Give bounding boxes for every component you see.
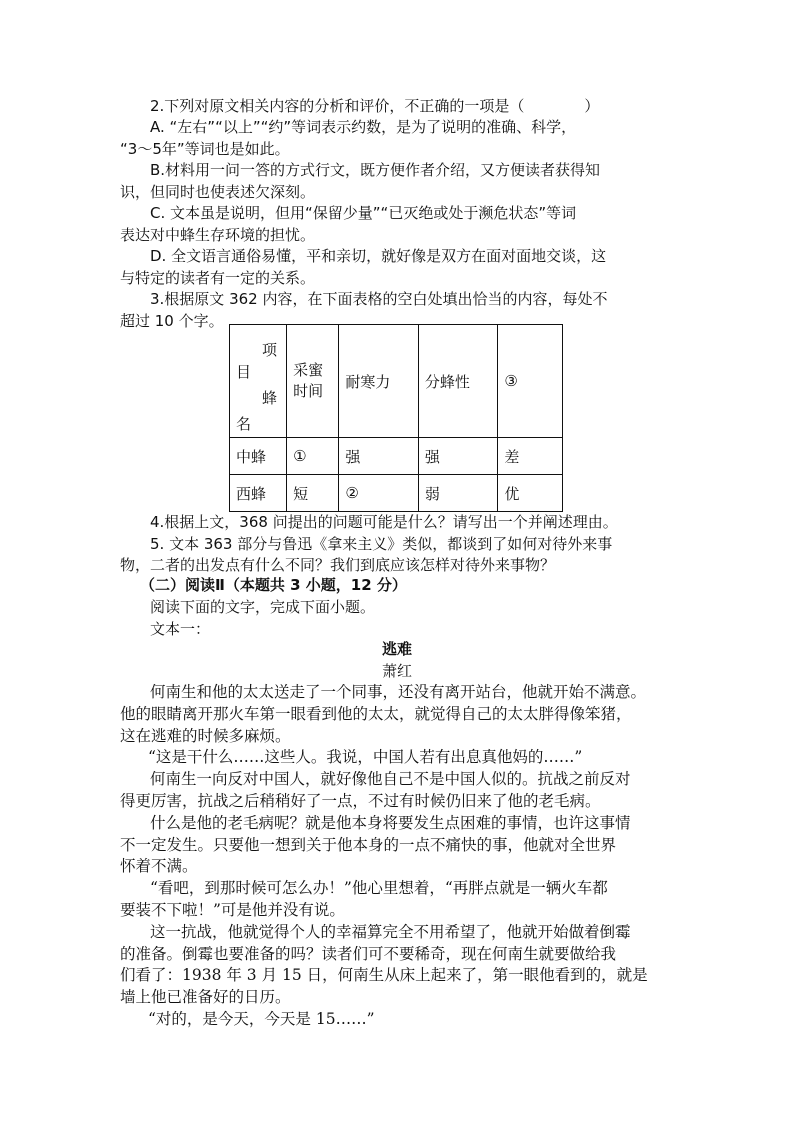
- story-line: 不一定发生。只要他一想到关于他本身的一点不痛快的事，他就对全世界: [120, 836, 617, 854]
- section-instruction: 阅读下面的文字，完成下面小题。: [150, 598, 376, 616]
- story-line: 这在逃难的时候多麻烦。: [120, 727, 291, 745]
- q2-option-b-line1: B.材料用一问一答的方式行文，既方便作者介绍，又方便读者获得知: [150, 161, 601, 179]
- q2-option-c-line2: 表达对中蜂生存环境的担忧。: [120, 226, 316, 244]
- table-cell: 强: [418, 438, 498, 475]
- corner-label-mu: 目: [236, 363, 252, 381]
- text-label: 文本一：: [150, 620, 211, 638]
- table-header-cell: ③: [498, 325, 563, 438]
- q2-option-d-line1: D. 全文语言通俗易懂，平和亲切，就好像是双方在面对面地交谈，这: [150, 247, 607, 265]
- story-line: 何南生和他的太太送走了一个同事，还没有离开站台，他就开始不满意。: [150, 683, 647, 701]
- q3-stem-line2: 超过 10 个字。: [120, 312, 224, 330]
- table-cell: 差: [498, 438, 563, 475]
- q2-option-c-line1: C. 文本虽是说明，但用“保留少量”“已灭绝或处于濒危状态”等词: [150, 204, 577, 222]
- story-line: 何南生一向反对中国人，就好像他自己不是中国人似的。抗战之前反对: [150, 770, 631, 788]
- q2-option-b-line2: 识，但同时也使表述欠深刻。: [120, 183, 316, 201]
- story-title: 逃难: [381, 640, 412, 658]
- story-line: “这是干什么……这些人。我说，中国人若有出息真他妈的……”: [148, 748, 583, 766]
- table-cell: 西蜂: [230, 475, 287, 512]
- q2-option-a-line1: A. “左右”“以上”“约”等词表示约数，是为了说明的准确、科学，: [150, 118, 577, 136]
- table-cell: 弱: [418, 475, 498, 512]
- q2-option-d-line2: 与特定的读者有一定的关系。: [120, 269, 316, 287]
- story-line: “看吧，到那时候可怎么办！”他心里想着，“再胖点就是一辆火车都: [150, 879, 608, 897]
- story-line: 他的眼睛离开那火车第一眼看到他的太太，就觉得自己的太太胖得像笨猪，: [120, 705, 632, 723]
- story-line: 怀着不满。: [120, 857, 198, 875]
- table-cell: 强: [339, 438, 419, 475]
- table-cell: ②: [339, 475, 419, 512]
- section-heading: （二）阅读Ⅱ（本题共 3 小题，12 分）: [140, 576, 407, 594]
- q5-stem-line1: 5. 文本 363 部分与鲁迅《拿来主义》类似，都谈到了如何对待外来事: [150, 535, 613, 553]
- q2-option-a-line2: “3～5年”等词也是如此。: [120, 140, 290, 158]
- table-corner-cell: [230, 325, 287, 438]
- table-header-cell: [287, 325, 339, 438]
- table-row: [230, 475, 563, 512]
- story-line: 得更厉害，抗战之后稍稍好了一点，不过有时候仍旧来了他的老毛病。: [120, 792, 601, 810]
- table-cell: 优: [498, 475, 563, 512]
- table-row: [230, 438, 563, 475]
- table-header-cell: 分蜂性: [418, 325, 498, 438]
- header-caimi: 采蜜: [293, 361, 324, 379]
- corner-label-feng: 蜂: [262, 389, 278, 407]
- table-header-cell: 耐寒力: [339, 325, 419, 438]
- table-cell: 短: [287, 475, 339, 512]
- table-header-row: [230, 325, 563, 438]
- corner-label-ming: 名: [236, 415, 252, 433]
- story-author: 萧红: [381, 662, 412, 680]
- q4-stem: 4.根据上文，368 问提出的问题可能是什么？请写出一个并阐述理由。: [150, 513, 618, 531]
- story-line: “对的，是今天，今天是 15……”: [148, 1010, 375, 1028]
- story-line: 要装不下啦！”可是他并没有说。: [120, 901, 345, 919]
- table-cell: 中蜂: [230, 438, 287, 475]
- story-line: 什么是他的老毛病呢？就是他本身将要发生点困难的事情，也许这事情: [150, 814, 631, 832]
- story-line: 的准备。倒霉也要准备的吗？读者们可不要稀奇，现在何南生就要做给我: [120, 945, 617, 963]
- table-cell: ①: [287, 438, 339, 475]
- header-shijian: 时间: [293, 382, 324, 400]
- story-line: 墙上他已准备好的日历。: [120, 988, 291, 1006]
- q2-stem: 2.下列对原文相关内容的分析和评价，不正确的一项是（ ）: [150, 97, 600, 115]
- corner-label-xiang: 项: [262, 341, 278, 359]
- q5-stem-line2: 物，二者的出发点有什么不同？我们到底应该怎样对待外来事物？: [120, 556, 556, 574]
- story-line: 这一抗战，他就觉得个人的幸福算完全不用希望了，他就开始做着倒霉: [150, 923, 631, 941]
- bee-comparison-table: [229, 324, 563, 512]
- story-line: 们看了：1938 年 3 月 15 日，何南生从床上起来了，第一眼他看到的，就是: [120, 966, 648, 984]
- q3-stem-line1: 3.根据原文 362 内容，在下面表格的空白处填出恰当的内容，每处不: [150, 290, 608, 308]
